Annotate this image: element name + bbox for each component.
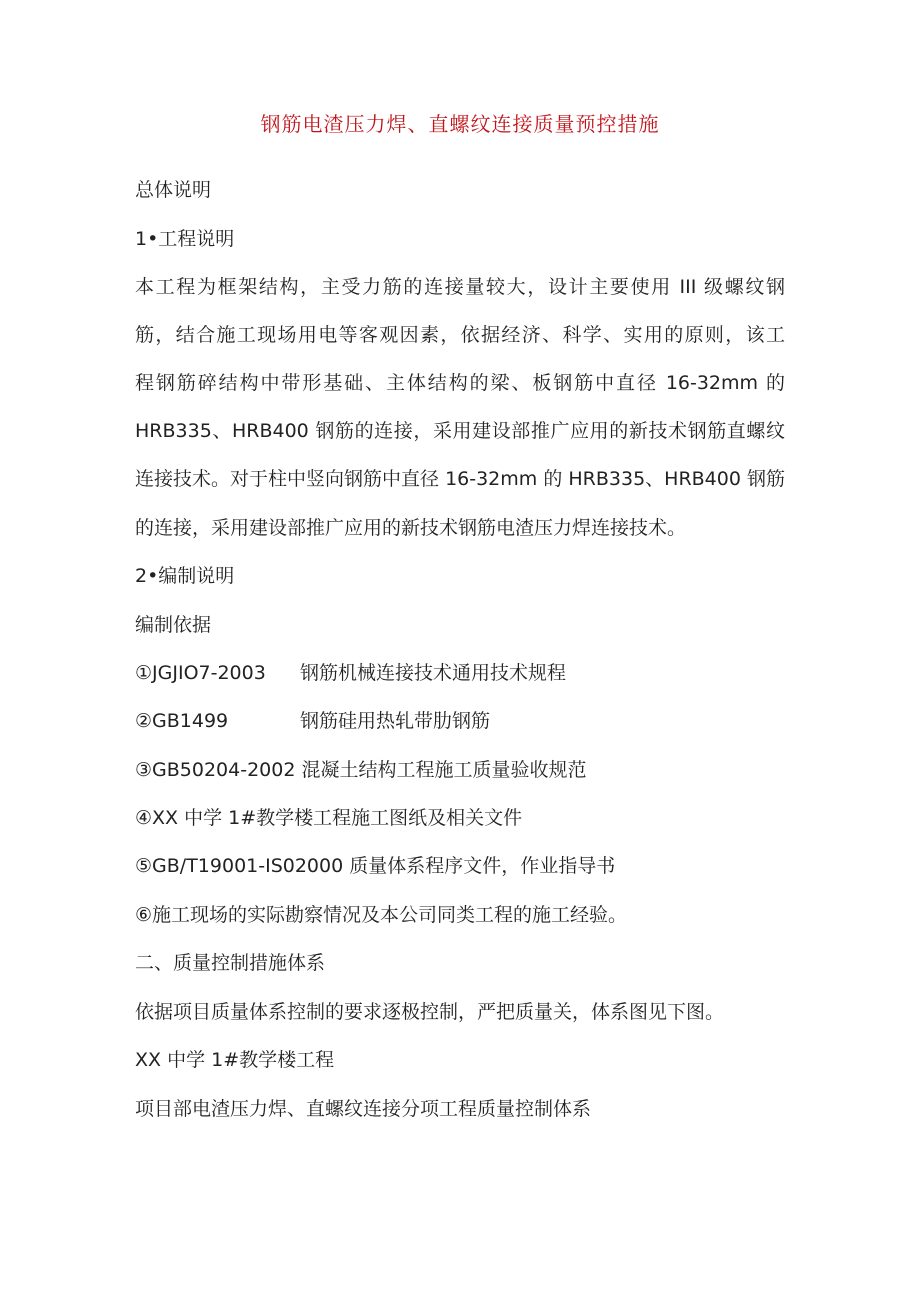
description-line-4: HRB335、HRB400 钢筋的连接，采用建设部推广应用的新技术钢筋直螺纹 [135,420,785,442]
reference-name: 钢筋机械连接技术通用技术规程 [300,662,567,684]
subsection-1-heading: 1•工程说明 [135,228,235,250]
description-line-1: 本工程为框架结构，主受力筋的连接量较大，设计主要使用 III 级螺纹钢 [135,276,785,298]
reference-code: ②GB1499 [135,710,229,732]
section-2-heading: 二、质量控制措施体系 [135,952,326,974]
project-name: XX 中学 1#教学楼工程 [135,1049,335,1071]
description-line-5: 连接技术。对于柱中竖向钢筋中直径 16-32mm 的 HRB335、HRB400 钢筋 [135,468,785,490]
reference-item-1 [135,658,566,688]
section-overview-heading: 总体说明 [135,179,212,201]
system-title: 项目部电渣压力焊、直螺纹连接分项工程质量控制体系 [135,1098,592,1120]
reference-name: 钢筋硅用热轧带肋钢筋 [300,710,491,732]
description-line-3: 程钢筋碎结构中带形基础、主体结构的梁、板钢筋中直径 16-32mm 的 [135,372,785,394]
basis-heading: 编制依据 [135,614,212,636]
reference-item-4: ④XX 中学 1#教学楼工程施工图纸及相关文件 [135,807,523,829]
reference-item-6: ⑥施工现场的实际勘察情况及本公司同类工程的施工经验。 [135,904,628,926]
subsection-2-heading: 2•编制说明 [135,565,235,587]
description-line-2: 筋，结合施工现场用电等客观因素，依据经济、科学、实用的原则，该工 [135,324,785,346]
reference-code: ①JGJIO7-2003 [135,662,266,684]
section-2-text: 依据项目质量体系控制的要求逐极控制，严把质量关，体系图见下图。 [135,1001,725,1023]
description-line-6: 的连接，采用建设部推广应用的新技术钢筋电渣压力焊连接技术。 [135,517,687,539]
reference-item-3: ③GB50204-2002 混凝土结构工程施工质量验收规范 [135,759,587,781]
document-title: 钢筋电渣压力焊、直螺纹连接质量预控措施 [260,112,660,136]
reference-item-2 [135,706,490,736]
reference-item-5: ⑤GB/T19001-IS02000 质量体系程序文件，作业指导书 [135,855,616,877]
